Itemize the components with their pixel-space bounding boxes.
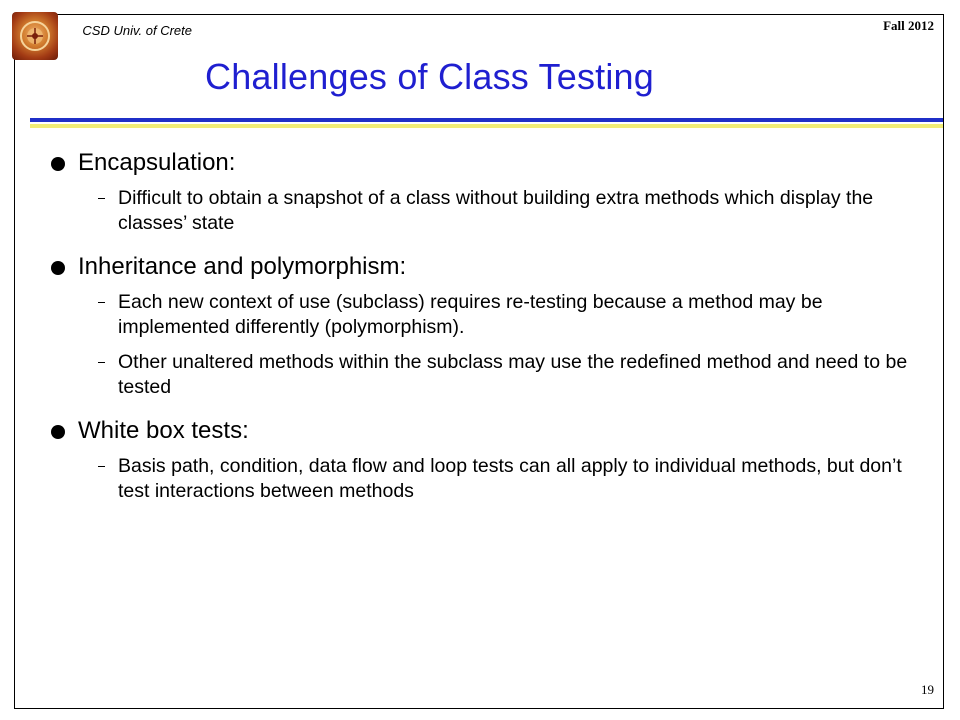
- dash-icon: [98, 466, 105, 467]
- bullet-dot-icon: [51, 425, 65, 439]
- slide-content: [48, 148, 928, 514]
- bullet-text: White box tests:: [78, 417, 249, 444]
- bullet-item: [48, 416, 928, 446]
- sub-bullet-item: [48, 454, 928, 504]
- university-seal-icon: [12, 12, 58, 60]
- slide-title: Challenges of Class Testing: [205, 56, 654, 97]
- bullet-item: [48, 148, 928, 178]
- term-label: Fall 2012: [883, 18, 934, 33]
- bullet-dot-icon: [51, 261, 65, 275]
- sub-bullet-text: Other unaltered methods within the subclass may use the redefined method and need to be tested: [118, 351, 908, 398]
- title-rule-yellow: [30, 124, 943, 128]
- dash-icon: [98, 362, 105, 363]
- bullet-dot-icon: [51, 157, 65, 171]
- sub-bullet-text: Each new context of use (subclass) requires re-testing because a method may be implemented differently (polymorphism).: [118, 291, 823, 338]
- page-number: 19: [921, 682, 934, 697]
- sub-bullet-item: [48, 290, 928, 340]
- bullet-text: Inheritance and polymorphism:: [78, 253, 407, 280]
- sub-bullet-text: Basis path, condition, data flow and loop tests can all apply to individual methods, but don’t test interactions between methods: [118, 455, 902, 502]
- sub-bullet-text: Difficult to obtain a snapshot of a class without building extra methods which display the classes’ state: [118, 187, 874, 234]
- title-rule-blue: [30, 118, 943, 122]
- dash-icon: [98, 302, 105, 303]
- sub-bullet-item: [48, 186, 928, 236]
- university-label: CSD Univ. of Crete: [82, 23, 192, 38]
- dash-icon: [98, 198, 105, 199]
- bullet-text: Encapsulation:: [78, 149, 236, 176]
- sub-bullet-item: [48, 350, 928, 400]
- bullet-item: [48, 252, 928, 282]
